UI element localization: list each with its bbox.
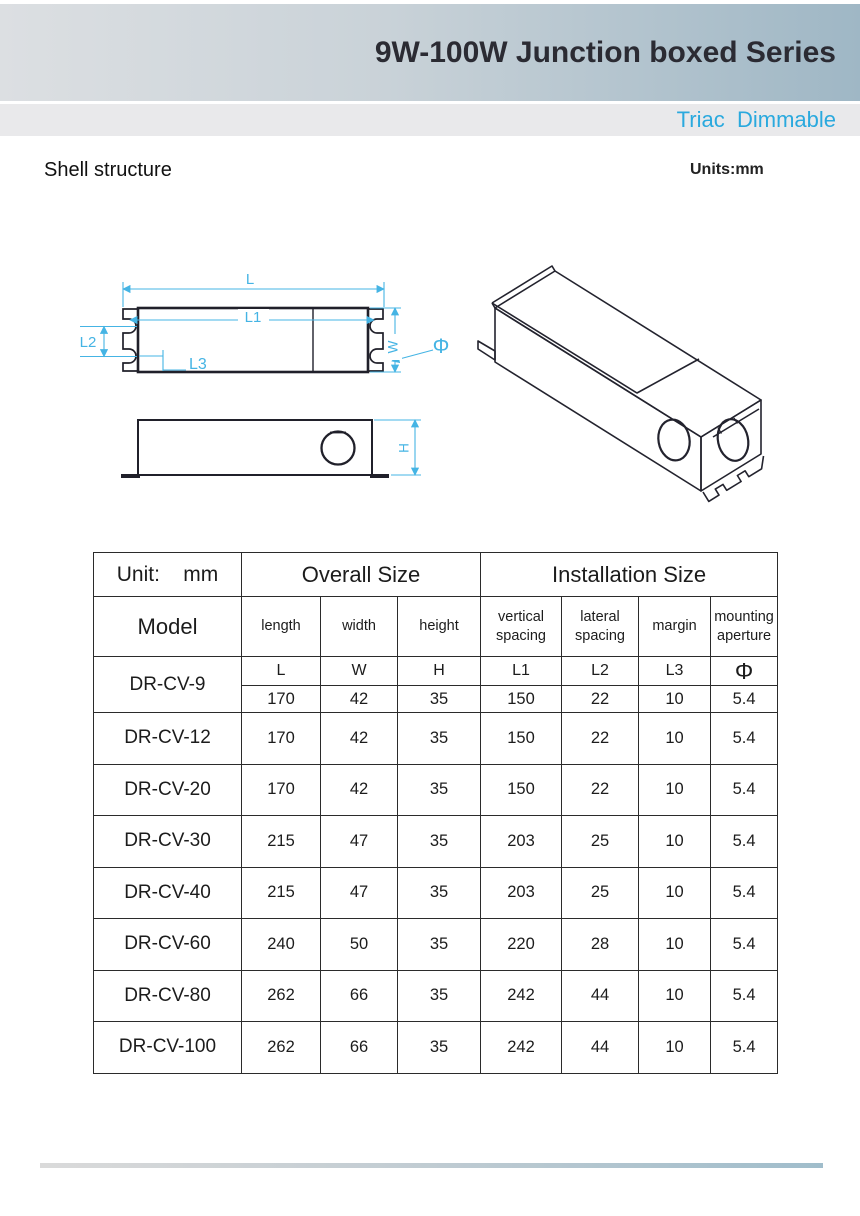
spec-value: 10 <box>639 1022 711 1074</box>
spec-value: 42 <box>321 713 398 765</box>
model-name: DR-CV-80 <box>94 970 242 1022</box>
spec-value: 242 <box>481 970 562 1022</box>
spec-value: 25 <box>562 867 639 919</box>
spec-value: 35 <box>398 686 481 713</box>
spec-value: 42 <box>321 686 398 713</box>
spec-value: 170 <box>242 713 321 765</box>
spec-value: 150 <box>481 713 562 765</box>
spec-value: 50 <box>321 919 398 971</box>
spec-value: 10 <box>639 764 711 816</box>
symbol-row <box>94 657 778 686</box>
spec-value: 35 <box>398 867 481 919</box>
table-row <box>94 1022 778 1074</box>
page-title: 9W-100W Junction boxed Series <box>374 35 836 69</box>
spec-value: 35 <box>398 713 481 765</box>
column-header: margin <box>639 597 711 657</box>
spec-table-body <box>94 553 778 1074</box>
dim-symbol: W <box>321 657 398 686</box>
model-header: Model <box>94 597 242 657</box>
spec-value: 10 <box>639 919 711 971</box>
table-row <box>94 816 778 868</box>
spec-value: 203 <box>481 816 562 868</box>
top-view-dimensions <box>80 282 433 372</box>
dim-symbol: L1 <box>481 657 562 686</box>
spec-value: 150 <box>481 686 562 713</box>
spec-value: 220 <box>481 919 562 971</box>
column-header: width <box>321 597 398 657</box>
footer-divider <box>40 1163 823 1168</box>
spec-value: 5.4 <box>711 686 778 713</box>
model-name: DR-CV-100 <box>94 1022 242 1074</box>
spec-value: 240 <box>242 919 321 971</box>
dim-symbol: L3 <box>639 657 711 686</box>
dim-label-w: W <box>385 340 401 354</box>
spec-value: 10 <box>639 867 711 919</box>
spec-value: 10 <box>639 816 711 868</box>
table-row <box>94 867 778 919</box>
spec-value: 5.4 <box>711 919 778 971</box>
spec-value: 5.4 <box>711 970 778 1022</box>
dim-label-l: L <box>245 271 255 288</box>
column-header: mounting aperture <box>711 597 778 657</box>
spec-value: 215 <box>242 816 321 868</box>
spec-value: 66 <box>321 1022 398 1074</box>
spec-value: 170 <box>242 686 321 713</box>
spec-value: 42 <box>321 764 398 816</box>
spec-value: 28 <box>562 919 639 971</box>
spec-value: 5.4 <box>711 816 778 868</box>
column-header: lateral spacing <box>562 597 639 657</box>
model-name: DR-CV-40 <box>94 867 242 919</box>
model-name: DR-CV-60 <box>94 919 242 971</box>
spec-value: 10 <box>639 686 711 713</box>
spec-value: 5.4 <box>711 764 778 816</box>
spec-value: 22 <box>562 686 639 713</box>
table-group-header-row <box>94 553 778 597</box>
dim-symbol: H <box>398 657 481 686</box>
spec-value: 35 <box>398 764 481 816</box>
spec-value: 5.4 <box>711 1022 778 1074</box>
overall-size-header: Overall Size <box>242 553 481 597</box>
shell-drawing <box>0 0 860 540</box>
spec-value: 25 <box>562 816 639 868</box>
table-row <box>94 764 778 816</box>
spec-value: 170 <box>242 764 321 816</box>
dim-label-l3: L3 <box>189 356 207 373</box>
unit-header: Unit: mm <box>94 553 242 597</box>
spec-value: 66 <box>321 970 398 1022</box>
dim-symbol: L2 <box>562 657 639 686</box>
table-row <box>94 919 778 971</box>
dim-label-l1: L1 <box>244 309 262 326</box>
dim-label-l2: L2 <box>79 334 97 351</box>
model-name: DR-CV-12 <box>94 713 242 765</box>
spec-value: 35 <box>398 919 481 971</box>
spec-value: 47 <box>321 867 398 919</box>
table-column-header-row <box>94 597 778 657</box>
column-header: vertical spacing <box>481 597 562 657</box>
table-row <box>94 713 778 765</box>
spec-value: 262 <box>242 970 321 1022</box>
column-header: length <box>242 597 321 657</box>
side-view-drawing <box>121 420 389 476</box>
table-row <box>94 970 778 1022</box>
spec-value: 5.4 <box>711 867 778 919</box>
triac-dimmable-label: Triac Dimmable <box>676 107 836 132</box>
spec-value: 5.4 <box>711 713 778 765</box>
dim-symbol-phi: Φ <box>711 657 778 686</box>
spec-value: 44 <box>562 1022 639 1074</box>
section-heading: Shell structure <box>44 159 172 181</box>
units-label: Units:mm <box>690 161 764 178</box>
installation-size-header: Installation Size <box>481 553 778 597</box>
spec-value: 262 <box>242 1022 321 1074</box>
spec-value: 10 <box>639 713 711 765</box>
dim-label-h: H <box>396 443 412 453</box>
spec-value: 35 <box>398 1022 481 1074</box>
spec-value: 22 <box>562 764 639 816</box>
dim-label-phi: Φ <box>432 335 450 358</box>
spec-value: 22 <box>562 713 639 765</box>
spec-value: 215 <box>242 867 321 919</box>
spec-value: 10 <box>639 970 711 1022</box>
spec-value: 35 <box>398 970 481 1022</box>
model-name: DR-CV-30 <box>94 816 242 868</box>
model-name: DR-CV-9 <box>94 657 242 713</box>
dim-symbol: L <box>242 657 321 686</box>
column-header: height <box>398 597 481 657</box>
isometric-view-drawing <box>478 266 764 501</box>
spec-value: 44 <box>562 970 639 1022</box>
spec-table <box>93 552 778 1074</box>
spec-value: 242 <box>481 1022 562 1074</box>
spec-value: 150 <box>481 764 562 816</box>
spec-value: 203 <box>481 867 562 919</box>
spec-value: 47 <box>321 816 398 868</box>
spec-value: 35 <box>398 816 481 868</box>
model-name: DR-CV-20 <box>94 764 242 816</box>
